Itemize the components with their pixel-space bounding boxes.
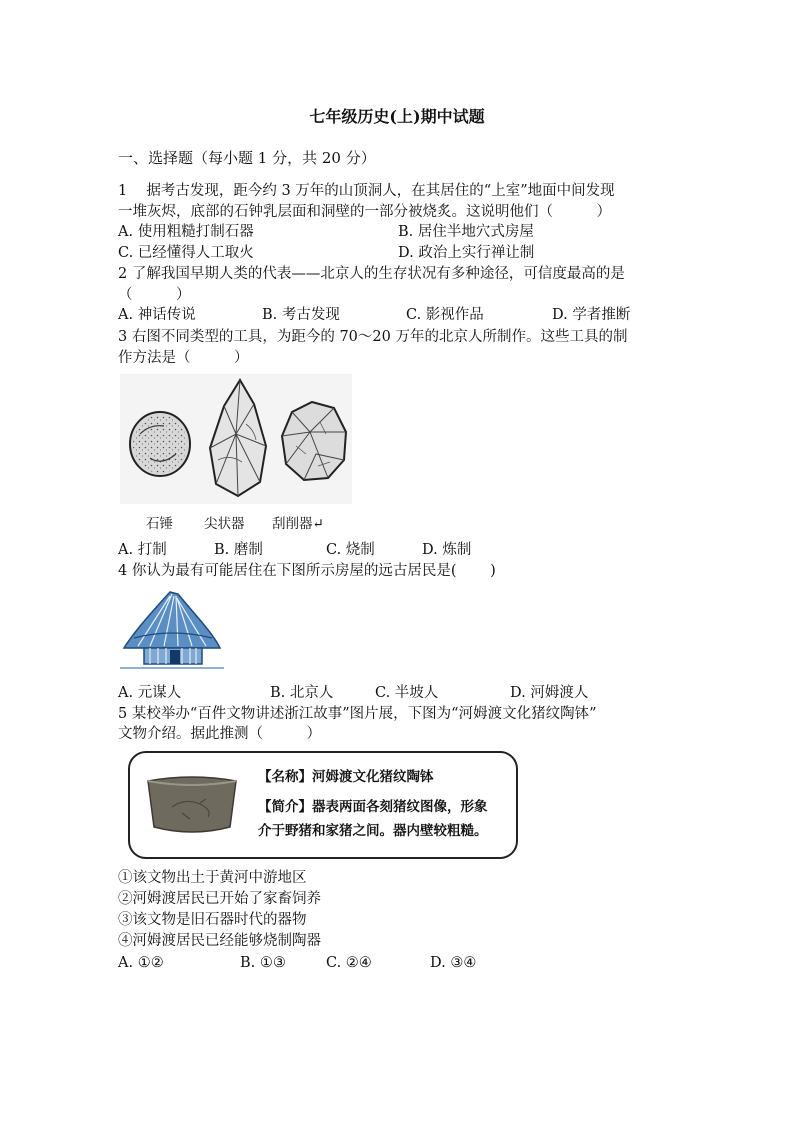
q4-option-d: D. 河姆渡人	[510, 685, 589, 701]
q1-line2: 一堆灰烬，底部的石钟乳层面和洞壁的一部分被烧炙。这说明他们（ ）	[118, 204, 611, 220]
q4-option-a: A. 元谋人	[118, 685, 182, 701]
q2-line1: 2 了解我国早期人类的代表——北京人的生存状况有多种途径，可信度最高的是	[118, 266, 625, 282]
caption-hammer: 石锤	[146, 516, 173, 532]
page-title: 七年级历史(上)期中试题	[309, 107, 485, 126]
artifact-intro-line2: 介于野猪和家猪之间。器内壁较粗糙。	[258, 823, 488, 839]
stone-hammer-icon	[130, 412, 190, 476]
pottery-bowl-icon	[142, 773, 242, 839]
stone-tools-figure	[120, 374, 352, 504]
q4-option-c: C. 半坡人	[375, 685, 439, 701]
caption-scraper: 刮削器↵	[272, 516, 324, 532]
q2-option-c: C. 影视作品	[406, 307, 484, 323]
q2-line2: （ ）	[118, 287, 191, 303]
q4-option-b: B. 北京人	[270, 685, 334, 701]
scraper-icon	[282, 402, 346, 480]
q3-option-d: D. 炼制	[422, 542, 472, 558]
q5-option-a: A. ①②	[118, 955, 164, 971]
q1-option-d: D. 政治上实行禅让制	[398, 245, 535, 261]
thatched-hut-figure	[120, 588, 224, 670]
q3-option-b: B. 磨制	[214, 542, 263, 558]
q5-line2: 文物介绍。据此推测（ ）	[118, 726, 321, 742]
q3-option-a: A. 打制	[118, 542, 167, 558]
q5-option-d: D. ③④	[430, 955, 477, 971]
artifact-name: 【名称】河姆渡文化猪纹陶钵	[258, 769, 434, 785]
q5-option-b: B. ①③	[240, 955, 286, 971]
q3-option-c: C. 烧制	[326, 542, 375, 558]
hut-icon	[120, 592, 224, 668]
q5-option-c: C. ②④	[326, 955, 372, 971]
q1-option-b: B. 居住半地穴式房屋	[398, 224, 534, 240]
section-heading: 一、选择题（每小题 1 分，共 20 分）	[118, 149, 376, 167]
q1-option-a: A. 使用粗糙打制石器	[118, 224, 254, 240]
artifact-card	[128, 751, 518, 859]
q3-line1: 3 右图不同类型的工具，为距今的 70～20 万年的北京人所制作。这些工具的制	[118, 329, 628, 345]
q5-statement-1: ①该文物出土于黄河中游地区	[118, 870, 307, 886]
q3-line2: 作方法是（ ）	[118, 350, 249, 366]
q2-option-b: B. 考古发现	[262, 307, 340, 323]
q1-option-c: C. 已经懂得人工取火	[118, 245, 254, 261]
q2-option-a: A. 神话传说	[118, 307, 196, 323]
artifact-intro-line1: 【简介】器表两面各刻猪纹图像，形象	[258, 799, 488, 815]
q2-option-d: D. 学者推断	[552, 307, 631, 323]
caption-pointed-tool: 尖状器	[204, 516, 245, 532]
q5-statement-2: ②河姆渡居民已开始了家畜饲养	[118, 891, 321, 907]
q4-line1: 4 你认为最有可能居住在下图所示房屋的远古居民是( )	[118, 563, 496, 579]
q5-line1: 5 某校举办“百件文物讲述浙江故事”图片展，下图为“河姆渡文化猪纹陶钵”	[118, 706, 597, 722]
q5-statement-3: ③该文物是旧石器时代的器物	[118, 912, 307, 928]
q1-line1: 1 据考古发现，距今约 3 万年的山顶洞人，在其居住的“上室”地面中间发现	[118, 183, 615, 199]
q5-statement-4: ④河姆渡居民已经能够烧制陶器	[118, 933, 321, 949]
